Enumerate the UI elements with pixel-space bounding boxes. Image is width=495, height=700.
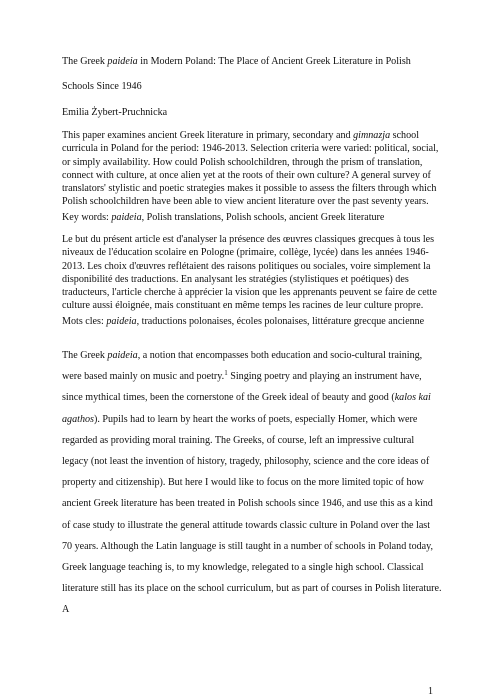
abstract-english: This paper examines ancient Greek literature in primary, secondary and gimnazja school curricula in Poland for the period: 1946-2013. Selection criteria were varied: political, social, or simply availability. How could Polish schoolchildren, through the prism of translation, connect with culture, at once alien yet at the roots of their own culture? A general survey of translators' stylistic and poetic strategies makes it possible to assess the filters through which Polish schoolchildren have been able to view ancient literature over the past seventy years. [62, 130, 439, 208]
paper-title-line2: Schools Since 1946 [62, 81, 142, 92]
body-paragraph: The Greek paideia, a notion that encompasses both education and socio-cultural training, were based mainly on music and poetry.$^1$ Singing poetry and playing an instrument have, since mythical times, been the cornerstone of the Greek ideal of beauty and good (kalos kai agathos). Pupils had to learn by heart the works of poets, especially Homer, which were regarded as providing moral training. The Greeks, of course, left an impressive cultural legacy (not least the invention of history, tragedy, philosophy, science and the core ideas of property and citizenship). But here I would like to focus on the more limited topic of how ancient Greek literature has been treated in Polish schools since 1946, and use this as a kind of case study to illustrate the general attitude towards classic culture in Poland over the last 70 years. Although the Latin language is still taught in a number of schools in Poland today, Greek language teaching is, to my knowledge, relegated to a single high school. Classical literature still has its place on the school curriculum, but as part of courses in Polish literature. A [62, 350, 442, 616]
abstract-french: Le but du présent article est d'analyser la présence des œuvres classiques grecques à tous les niveaux de l'éducation scolaire en Pologne (primaire, collège, lycée) dans les années 1946-2013. Les choix d'œuvres reflétaient des raisons politiques ou sociales, voire simplement la disponibilité des traductions. En analysant les stratégies (stylistiques et poétiques) des traducteurs, l'article cherche à apprécier la vision que les apprenants peuvent se faire de cette culture aussi éloignée, mais constituant en même temps les racines de leur culture propre. [62, 234, 437, 312]
page-number: 1 [428, 686, 433, 697]
paper-title-line1: The Greek paideia in Modern Poland: The Place of Ancient Greek Literature in Polish [62, 56, 411, 67]
keywords-french: Mots cles: paideia, traductions polonaises, écoles polonaises, littérature grecque ancienne [62, 316, 425, 327]
author-name: Emilia Żybert-Pruchnicka [62, 107, 168, 118]
title-italic-term: paideia [107, 56, 138, 67]
keywords-english: Key words: paideia, Polish translations, Polish schools, ancient Greek literature [62, 212, 385, 223]
footnote-reference[interactable]: 1 [224, 369, 228, 378]
